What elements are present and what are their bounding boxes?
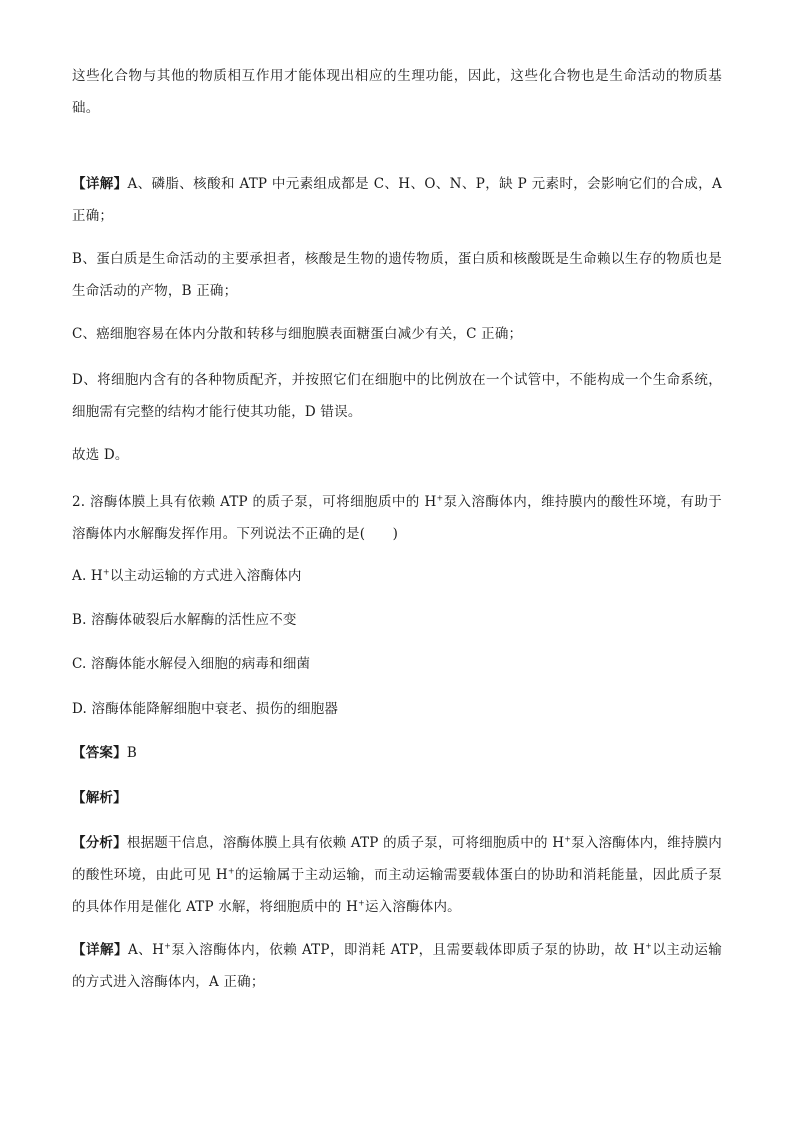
superscript: + xyxy=(102,567,110,577)
paragraph-text: 泵入溶酶体内，维持膜内的酸性环境，由此可见 H xyxy=(72,835,722,883)
paragraph-text: B、蛋白质是生命活动的主要承担者，核酸是生物的遗传物质，蛋白质和核酸既是生命赖以生存的物质也是生命活动的产物，B 正确； xyxy=(72,251,722,299)
paragraph-detail-c xyxy=(72,318,722,350)
detail-paragraph-2 xyxy=(72,934,722,998)
detail-tag: 【详解】 xyxy=(72,176,128,192)
paragraph-text: 故选 D。 xyxy=(72,447,129,463)
paragraph-text: 运入溶酶体内。 xyxy=(364,899,461,915)
option-text: C. 溶酶体能水解侵入细胞的病毒和细菌 xyxy=(72,656,311,672)
option-b xyxy=(72,604,722,636)
paragraph-detail-b xyxy=(72,243,722,307)
paragraph-detail-d xyxy=(72,364,722,428)
superscript: + xyxy=(227,866,235,876)
question-text: 泵入溶酶体内，维持膜内的酸性环境，有助于溶酶体内水解酶发挥作用。下列说法不正确的是( ) xyxy=(72,494,722,542)
answer-value: B xyxy=(126,745,137,761)
answer-line xyxy=(72,737,722,769)
option-d xyxy=(72,693,722,725)
paragraph-text: 以主动运输的方式进入溶酶体内，A 正确； xyxy=(72,942,723,990)
option-text: D. 溶酶体能降解细胞中衰老、损伤的细胞器 xyxy=(72,701,339,717)
question-2-stem xyxy=(72,486,722,550)
paragraph-text: 的运输属于主动运输，而主动运输需要载体蛋白的协助和消耗能量，因此质子泵的具体作用是催化 ATP 水解，将细胞质中的 H xyxy=(72,867,722,915)
paragraph-text: D、将细胞内含有的各种物质配齐，并按照它们在细胞中的比例放在一个试管中，不能构成一个生命系统，细胞需有完整的结构才能行使其功能，D 错误。 xyxy=(72,372,722,420)
option-text: 以主动运输的方式进入溶酶体内 xyxy=(109,568,302,584)
option-a xyxy=(72,560,722,592)
paragraph-choice xyxy=(72,439,722,471)
paragraph-text: 泵入溶酶体内，依赖 ATP，即消耗 ATP，且需要载体即质子泵的协助，故 H xyxy=(171,942,646,958)
option-c xyxy=(72,648,722,680)
superscript: + xyxy=(164,941,172,951)
paragraph-detail-a xyxy=(72,168,722,232)
analysis-heading xyxy=(72,782,722,814)
paragraph-text: 这些化合物与其他的物质相互作用才能体现出相应的生理功能，因此，这些化合物也是生命活动的物质基础。 xyxy=(72,68,722,116)
option-text: A. H xyxy=(72,568,103,584)
paragraph-text: 根据题干信息，溶酶体膜上具有依赖 ATP 的质子泵，可将细胞质中的 H xyxy=(126,835,565,851)
question-text: 2. 溶酶体膜上具有依赖 ATP 的质子泵，可将细胞质中的 H xyxy=(72,494,437,510)
paragraph-continuation xyxy=(72,60,722,124)
paragraph-text: A、H xyxy=(127,942,165,958)
superscript: + xyxy=(436,493,444,503)
analysis-sub-tag: 【分析】 xyxy=(72,835,127,851)
analysis-tag: 【解析】 xyxy=(72,790,127,806)
superscript: + xyxy=(358,898,365,908)
superscript: + xyxy=(564,834,572,844)
paragraph-text: A、磷脂、核酸和 ATP 中元素组成都是 C、H、O、N、P，缺 P 元素时，会影响它们的合成，A 正确； xyxy=(72,176,722,224)
paragraph-text: C、癌细胞容易在体内分散和转移与细胞膜表面糖蛋白减少有关，C 正确； xyxy=(72,326,523,342)
detail-tag: 【详解】 xyxy=(72,942,128,958)
option-text: B. 溶酶体破裂后水解酶的活性应不变 xyxy=(72,612,297,628)
analysis-paragraph xyxy=(72,827,722,923)
superscript: + xyxy=(645,941,653,951)
answer-tag: 【答案】 xyxy=(72,745,127,761)
